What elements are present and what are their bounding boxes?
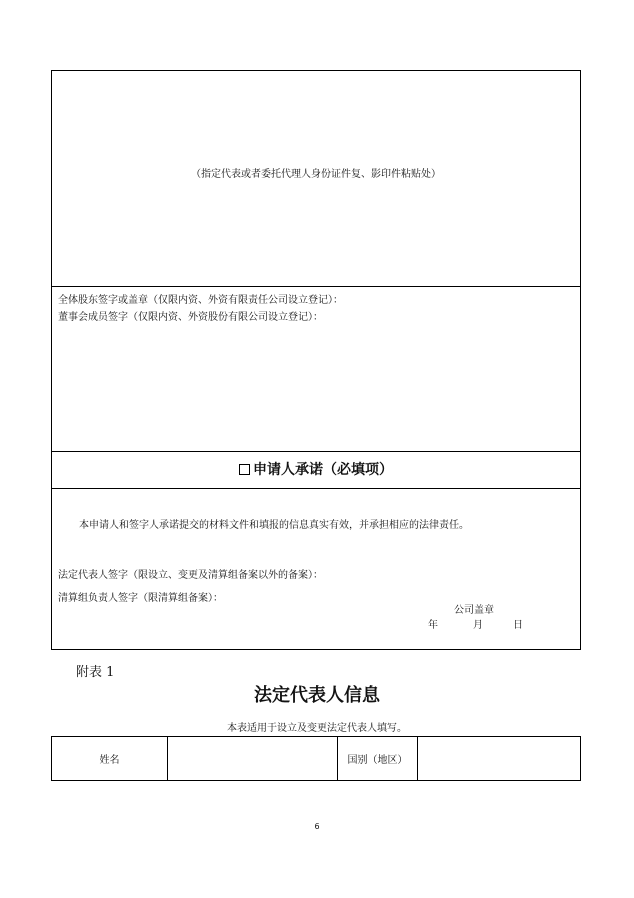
nationality-label: 国别（地区） — [347, 755, 408, 766]
id-copy-caption: （指定代表或者委托代理人身份证件复、影印件粘贴处） — [191, 169, 441, 180]
shareholders-signature-label: 全体股东签字或盖章（仅限内资、外资有限责任公司设立登记）： — [58, 295, 343, 306]
name-label: 姓名 — [99, 755, 120, 766]
pledge-checkbox[interactable] — [239, 464, 250, 475]
appendix-note: 本表适用于设立及变更法定代表人填写。 — [227, 723, 407, 734]
date-day-label: 日 — [513, 620, 523, 631]
appendix-title: 法定代表人信息 — [254, 685, 380, 706]
page-number: 6 — [314, 822, 320, 831]
id-copy-paste-area — [52, 71, 580, 287]
pledge-body — [52, 489, 580, 649]
form-frame — [51, 70, 581, 650]
legal-rep-info-table — [51, 736, 581, 781]
appendix-label: 附表 1 — [76, 665, 115, 680]
nationality-field[interactable] — [418, 737, 579, 780]
pledge-header — [52, 452, 580, 489]
pledge-title: 申请人承诺（必填项） — [253, 462, 393, 478]
liquidation-signature-label: 清算组负责人签字（限清算组备案）： — [58, 593, 223, 604]
company-seal-label: 公司盖章 — [454, 605, 494, 616]
signatures-area — [52, 287, 580, 452]
board-signature-label: 董事会成员签字（仅限内资、外资股份有限公司设立登记）： — [58, 312, 323, 323]
name-field[interactable] — [168, 737, 337, 780]
pledge-title-row — [52, 452, 580, 489]
pledge-statement: 本申请人和签字人承诺提交的材料文件和填报的信息真实有效，并承担相应的法律责任。 — [79, 520, 469, 531]
date-month-label: 月 — [473, 620, 483, 631]
legal-rep-signature-label: 法定代表人签字（限设立、变更及清算组备案以外的备案）： — [58, 570, 323, 581]
date-year-label: 年 — [428, 620, 438, 631]
